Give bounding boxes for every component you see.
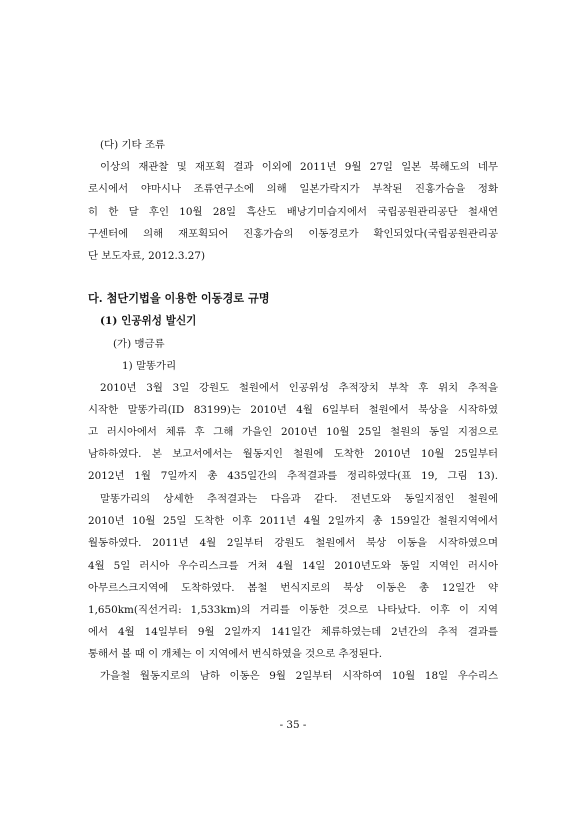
page-number: - 35 - (279, 719, 307, 731)
paragraph-line: 말똥가리의 상세한 추적결과는 다음과 같다. 전년도와 동일지점인 철원에 (100, 493, 498, 505)
paragraph-line: 구센터에 의해 재포획되어 진홍가슴의 이동경로가 확인되었다(국립공원관리공 (88, 228, 498, 240)
paragraph-line: 통해서 볼 때 이 개체는 이 지역에서 번식하였을 것으로 추정된다. (88, 648, 382, 660)
subsection-title: (1) 인공위성 발신기 (100, 315, 197, 327)
paragraph-line: 가을철 월동지로의 남하 이동은 9월 2일부터 시작하여 10월 18일 우수리스 (100, 670, 498, 682)
paragraph-line: 2012년 1월 7일까지 총 435일간의 추적결과를 정리하였다(표 19, 그림 13). (88, 470, 498, 482)
paragraph-line: 에서 4월 14일부터 9월 2일까지 141일간 체류하였는데 2년간의 추적 결과를 (88, 626, 498, 638)
paragraph-line: 1,650km(직선거리: 1,533km)의 거리를 이동한 것으로 나타났다. 이후 이 지역 (88, 604, 498, 616)
paragraph-line: 아무르스크지역에 도착하였다. 봄철 번식지로의 북상 이동은 총 12일간 약 (88, 582, 498, 594)
paragraph-line: 이상의 재관찰 및 재포획 결과 이외에 2011년 9월 27일 일본 북해도의 네무 (100, 161, 498, 173)
paragraph-line: 4월 5일 러시아 우수리스크를 거쳐 4월 14일 2010년도와 동일 지역인 러시아 (88, 560, 498, 572)
paragraph-line: 단 보도자료, 2012.3.27) (88, 250, 206, 262)
section-title: 다. 첨단기법을 이용한 이동경로 규명 (88, 291, 270, 305)
paragraph-line: 남하하였다. 본 보고서에서는 월동지인 철원에 도착한 2010년 10월 25일부터 (88, 448, 498, 460)
raptor-heading: (가) 맹금류 (113, 338, 165, 350)
paragraph-line: 2010년 3월 3일 강원도 철원에서 인공위성 추적장치 부착 후 위치 추적을 (100, 382, 498, 394)
paragraph-line: 로시에서 야마시나 조류연구소에 의해 일본가락지가 부착된 진홍가슴을 정화 (88, 183, 498, 195)
paragraph-line: 고 러시아에서 체류 후 그해 가을인 2010년 10월 25일 철원의 동일 지점으로 (88, 426, 498, 438)
other-birds-heading: (다) 기타 조류 (100, 139, 165, 151)
paragraph-line: 시작한 말똥가리(ID 83199)는 2010년 4월 6일부터 철원에서 북상을 시작하였 (88, 404, 498, 416)
paragraph-line: 월동하였다. 2011년 4월 2일부터 강원도 철원에서 북상 이동을 시작하였으며 (88, 537, 498, 549)
species-heading: 1) 말똥가리 (122, 360, 177, 372)
paragraph-line: 히 한 달 후인 10월 28일 흑산도 배낭기미습지에서 국립공원관리공단 철새연 (88, 206, 498, 218)
paragraph-line: 2010년 10월 25일 도착한 이후 2011년 4월 2일까지 총 159일간 철원지역에서 (88, 515, 498, 527)
